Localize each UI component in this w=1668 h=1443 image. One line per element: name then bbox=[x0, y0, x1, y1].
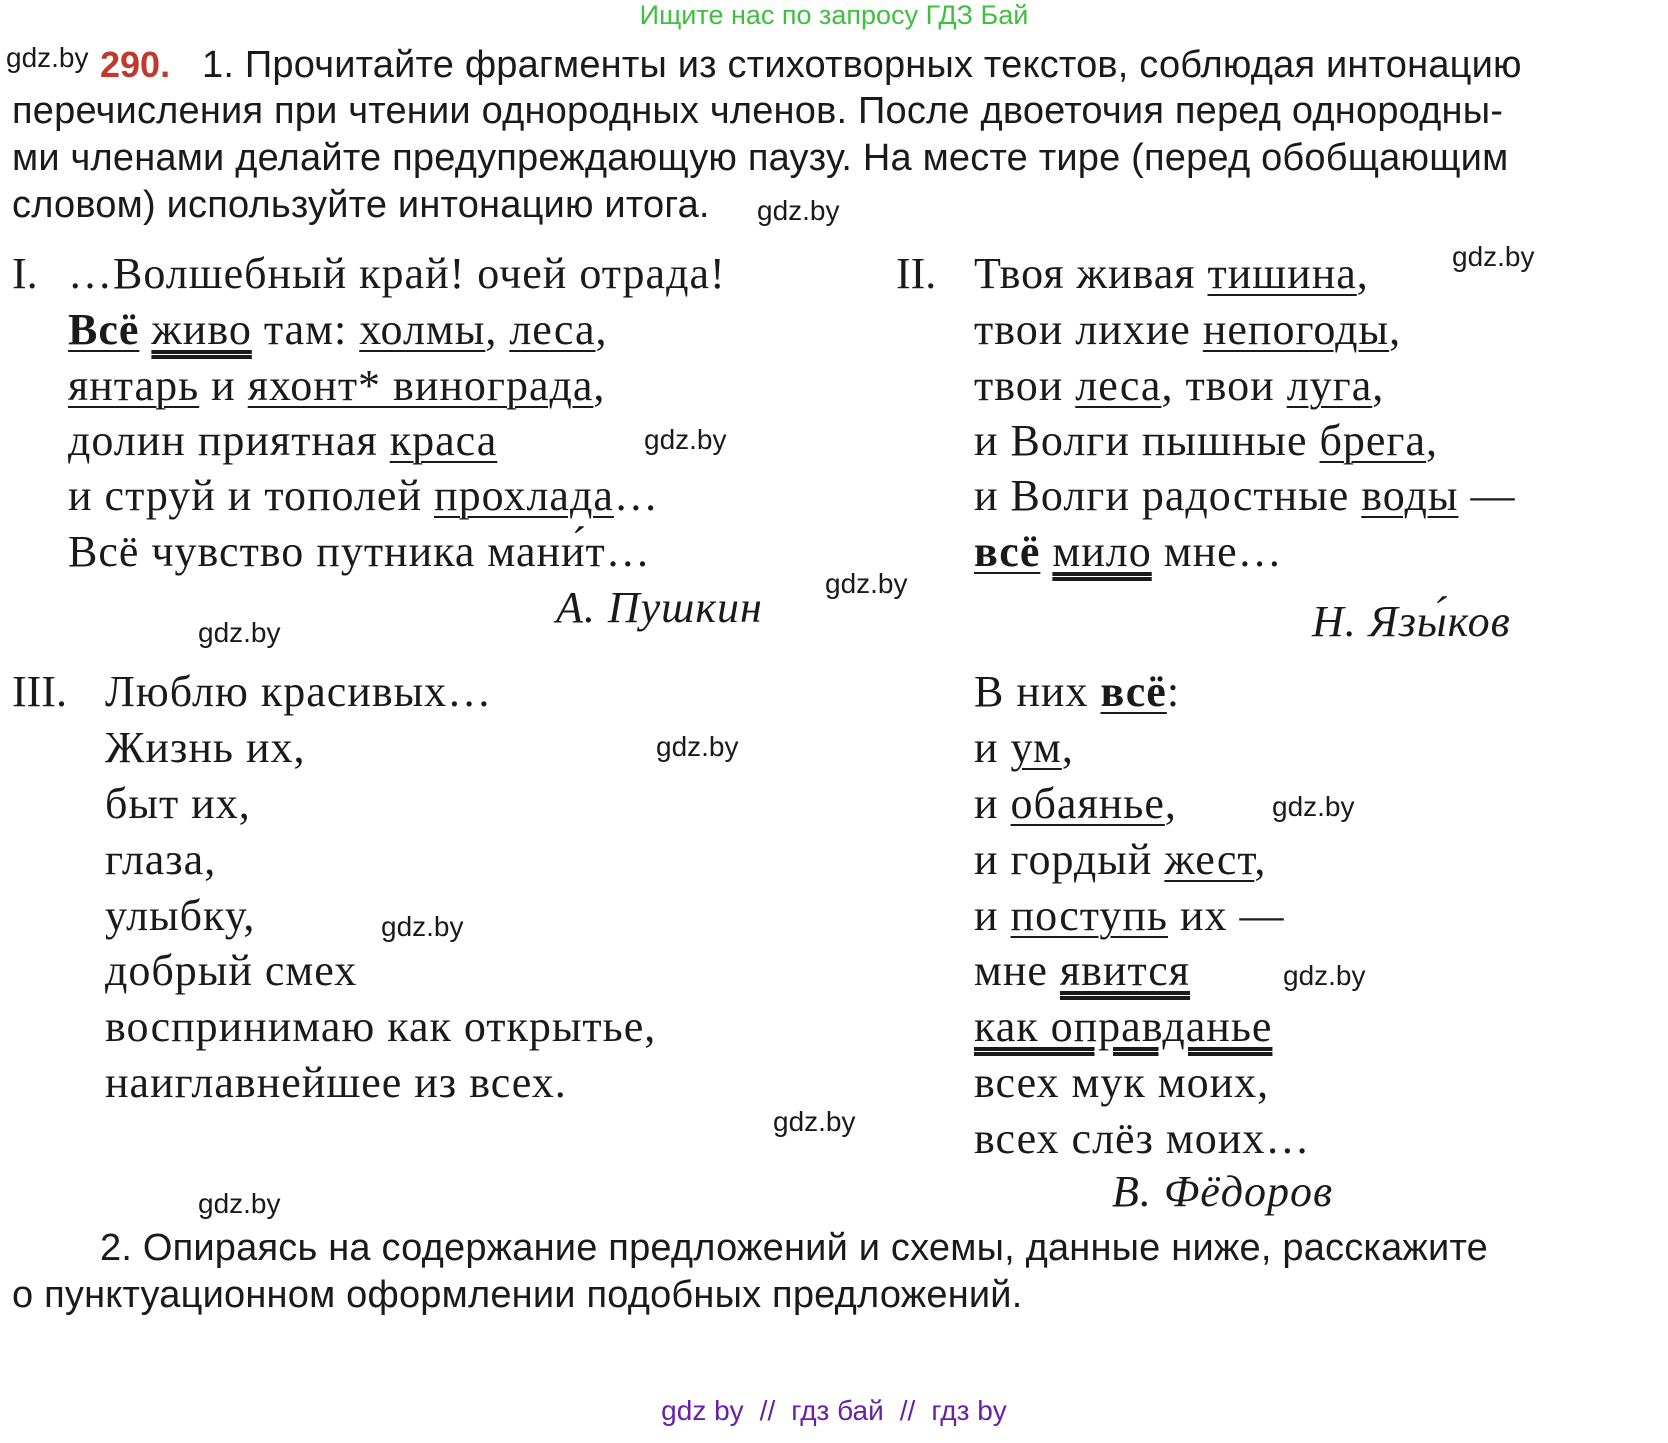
task-text-line: 1. Прочитайте фрагменты из стихотворных текстов, соблюдая интонацию bbox=[202, 44, 1522, 86]
poem-number: III. bbox=[12, 667, 67, 716]
search-banner: Ищите нас по запросу ГДЗ Бай bbox=[639, 0, 1029, 30]
poem-line: мне явится bbox=[974, 946, 1191, 995]
poem-line: и ум, bbox=[974, 723, 1074, 772]
poem-line: всё мило мне… bbox=[974, 527, 1283, 576]
poem-line: всех мук моих, bbox=[974, 1058, 1270, 1107]
watermark: gdz.by bbox=[381, 911, 464, 942]
poem-line: янтарь и яхонт* винограда, bbox=[68, 361, 606, 410]
task-number: 290. bbox=[100, 44, 171, 85]
poem-author: В. Фёдоров bbox=[1112, 1167, 1334, 1216]
watermark: gdz.by bbox=[644, 424, 727, 455]
poem-line: твои лихие непогоды, bbox=[974, 305, 1402, 354]
watermark: gdz.by bbox=[198, 1188, 281, 1219]
poem-line: и Волги пышные брега, bbox=[974, 416, 1438, 465]
watermark: gdz.by bbox=[656, 731, 739, 762]
footer-separator: // bbox=[899, 1395, 916, 1426]
footer-links bbox=[0, 1395, 1668, 1427]
poem-line: Всё живо там: холмы, леса, bbox=[68, 305, 608, 354]
poem-line: и струй и тополей прохлада… bbox=[68, 471, 659, 520]
watermark: gdz.by bbox=[773, 1106, 856, 1137]
watermark: gdz.by bbox=[1283, 960, 1366, 991]
watermark: gdz.by bbox=[198, 617, 281, 648]
poem-line: всех слёз моих… bbox=[974, 1114, 1311, 1163]
watermark: gdz.by bbox=[1272, 791, 1355, 822]
footer-link[interactable]: гдз by bbox=[931, 1395, 1007, 1426]
poem-line: Всё чувство путника мани́т… bbox=[68, 527, 651, 576]
footer-separator: // bbox=[759, 1395, 776, 1426]
poem-author: Н. Язы́ков bbox=[1312, 597, 1511, 646]
poem-line: Твоя живая тишина, bbox=[974, 249, 1369, 298]
poem-line: Люблю красивых… bbox=[105, 667, 493, 716]
watermark: gdz.by bbox=[825, 568, 908, 599]
footer-link[interactable]: gdz by bbox=[661, 1395, 744, 1426]
watermark: gdz.by bbox=[1452, 241, 1535, 272]
poem-line: наиглавнейшее из всех. bbox=[105, 1058, 567, 1107]
footer-link[interactable]: гдз бай bbox=[791, 1395, 884, 1426]
task-text-line: перечисления при чтении однородных членов. После двоеточия перед однородны- bbox=[12, 90, 1504, 132]
poem-line: глаза, bbox=[105, 835, 217, 884]
poem-line: быт их, bbox=[105, 779, 251, 828]
poem-line: долин приятная краса bbox=[68, 416, 498, 465]
task-text-line: о пунктуационном оформлении подобных предложений. bbox=[12, 1274, 1023, 1316]
task-text-line: словом) используйте интонацию итога. bbox=[12, 184, 710, 226]
poem-line: улыбку, bbox=[105, 891, 256, 940]
poem-number: II. bbox=[896, 249, 937, 298]
poem-line: Жизнь их, bbox=[105, 723, 306, 772]
poem-line: В них всё: bbox=[974, 667, 1181, 716]
poem-line: как оправданье bbox=[974, 1002, 1273, 1051]
watermark: gdz.by bbox=[6, 42, 89, 73]
poem-line: и поступь их — bbox=[974, 891, 1285, 940]
poem-line: и гордый жест, bbox=[974, 835, 1267, 884]
poem-line: твои леса, твои луга, bbox=[974, 361, 1385, 410]
poem-line: и обаянье, bbox=[974, 779, 1177, 828]
poem-line: воспринимаю как открытье, bbox=[105, 1002, 657, 1051]
poem-line: …Волшебный край! очей отрада! bbox=[68, 249, 726, 298]
watermark: gdz.by bbox=[757, 195, 840, 226]
poem-line: и Волги радостные воды — bbox=[974, 471, 1516, 520]
poem-number: I. bbox=[12, 249, 38, 298]
poem-author: А. Пушкин bbox=[556, 583, 763, 632]
task-text-line: ми членами делайте предупреждающую паузу. На месте тире (перед обобщающим bbox=[12, 137, 1509, 179]
task-text-line: 2. Опираясь на содержание предложений и схемы, данные ниже, расскажите bbox=[100, 1227, 1488, 1269]
poem-line: добрый смех bbox=[105, 946, 358, 995]
